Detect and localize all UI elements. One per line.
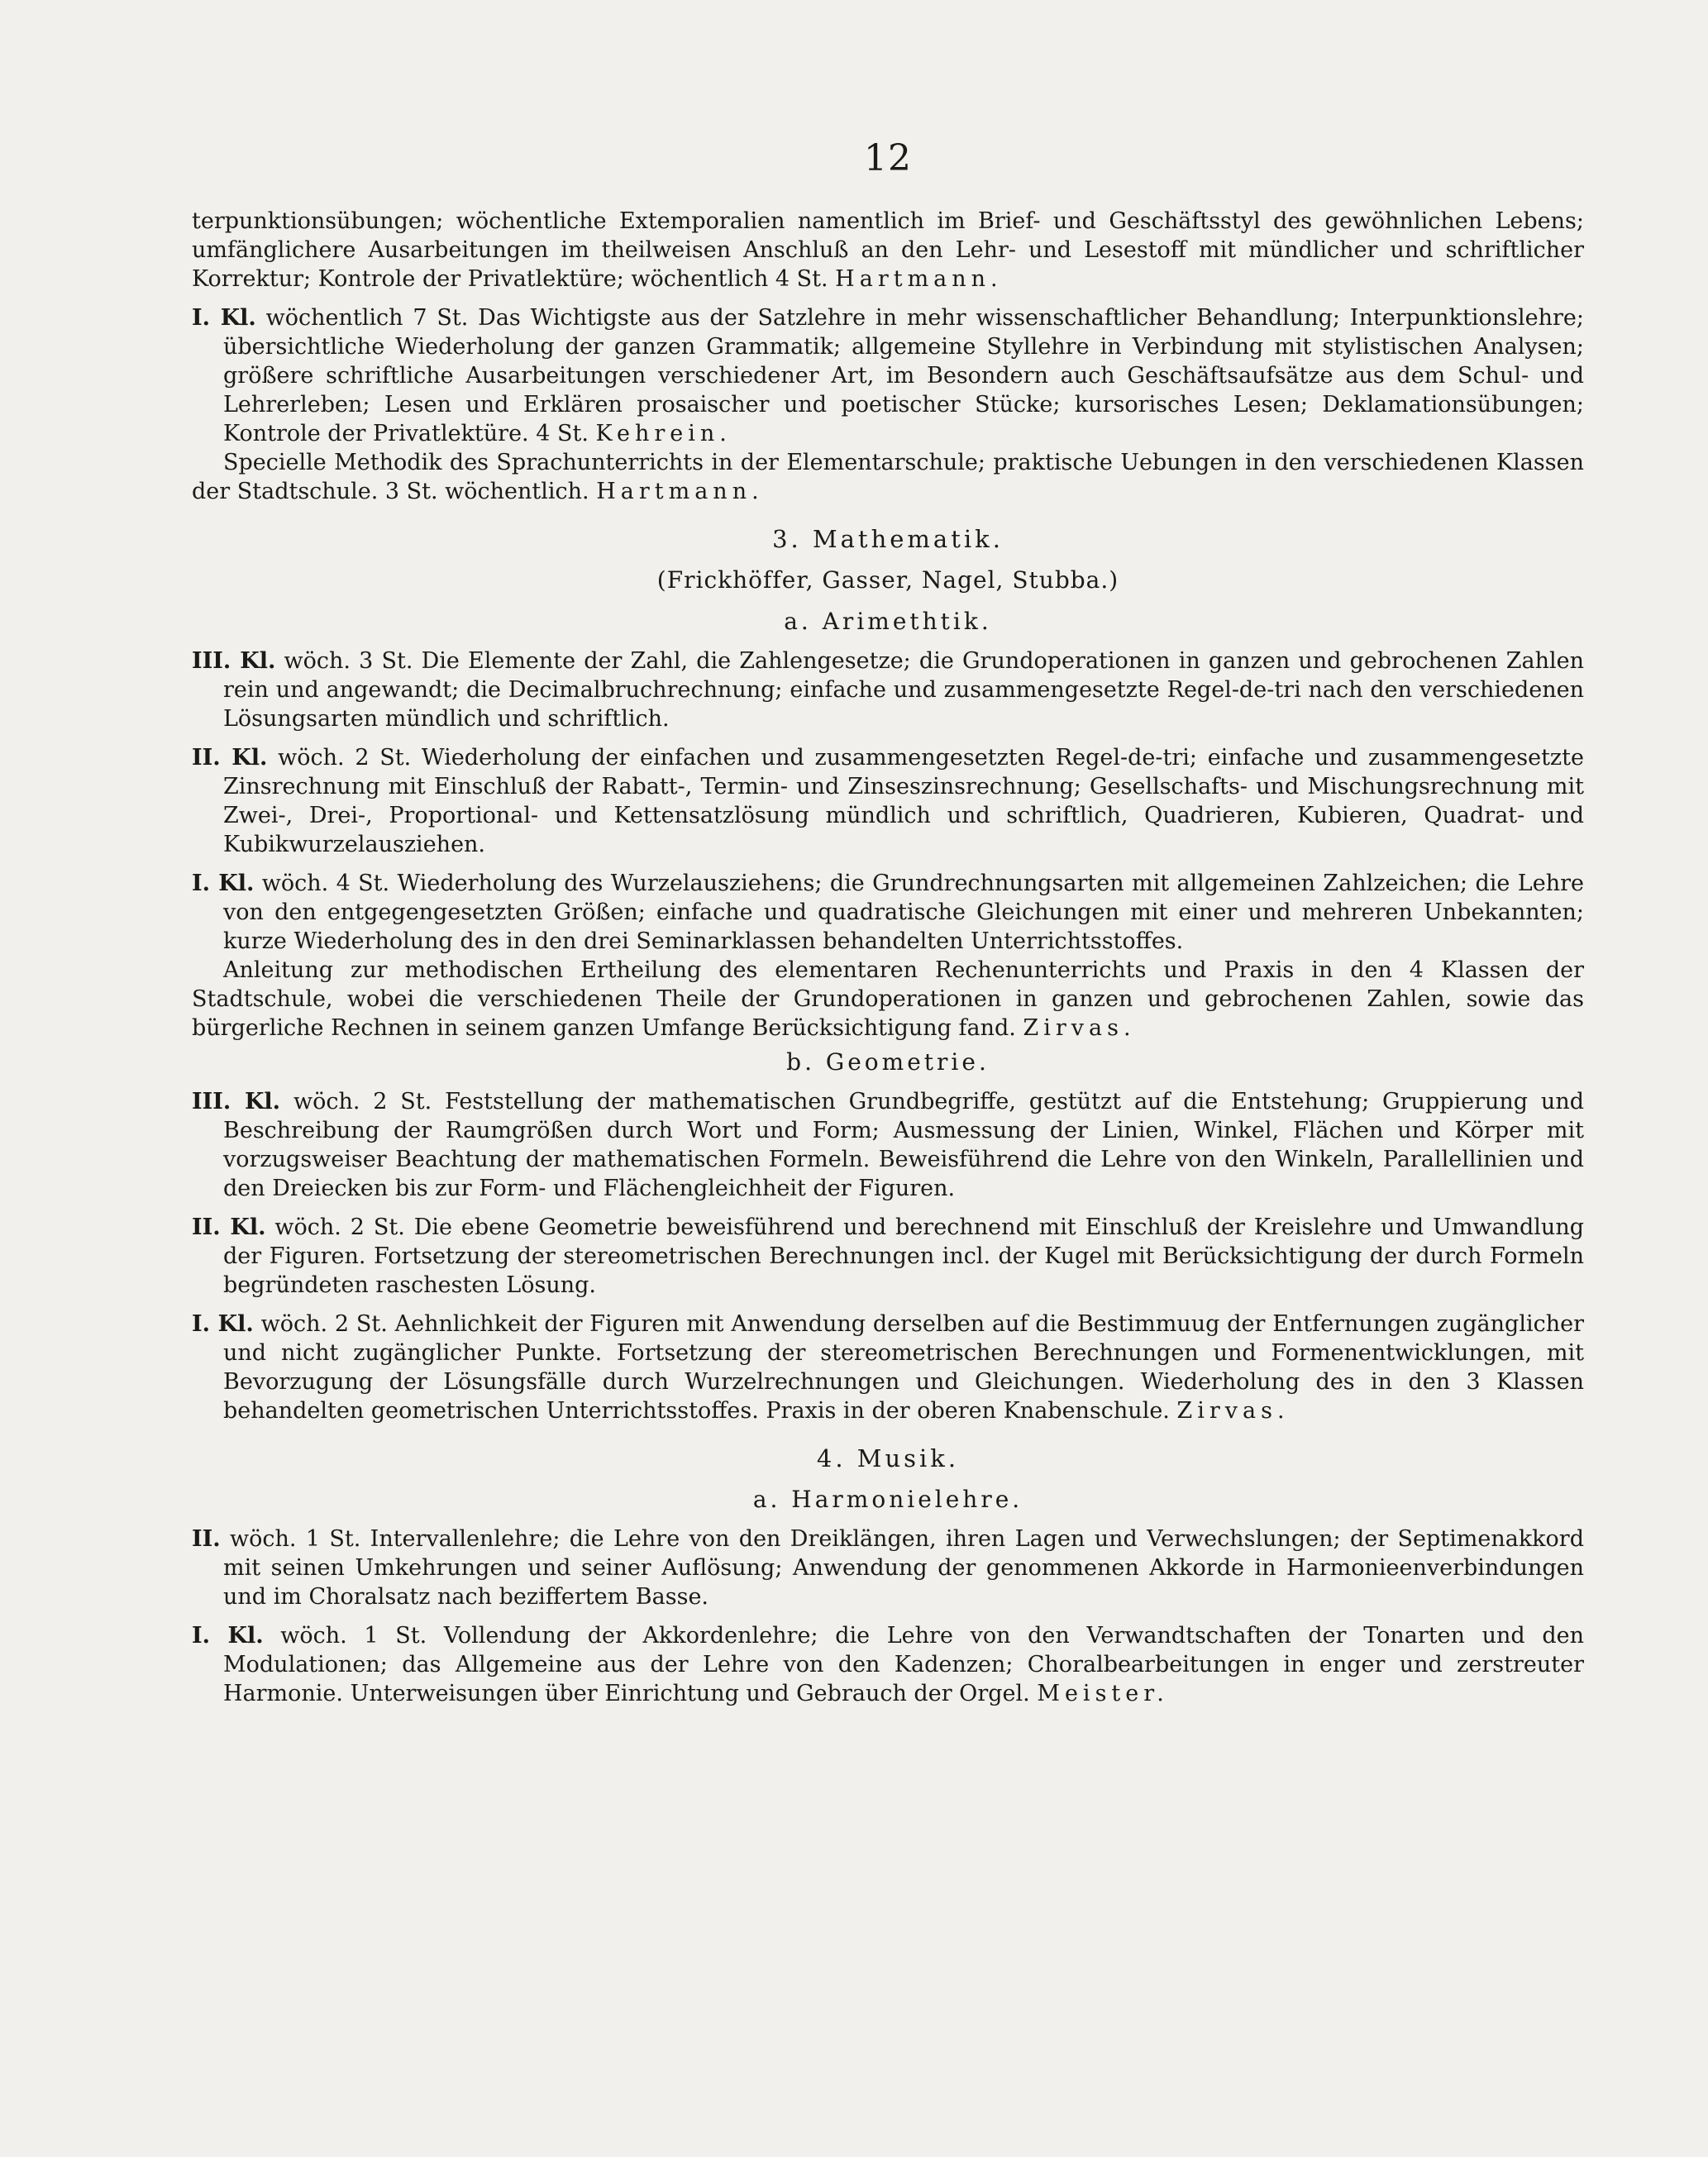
arithmetic-kl1-text: wöch. 4 St. Wiederholung des Wurzelausziehens; die Grundrechnungsarten mit allgemeinen Zahlzeichen; die Lehre von den entgegengesetzten Größen; einfache und quadratische Gleichungen mit einer und mehreren Unbekannten; kurze Wiederholung des in den drei Seminarklassen behandelten Unterrichtsstoffes. xyxy=(223,871,1584,954)
geometry-heading: b. Geometrie. xyxy=(786,1048,990,1076)
harmony-kl2-text: wöch. 1 St. Intervallenlehre; die Lehre von den Dreiklängen, ihren Lagen und Verwechslungen; der Septimenakkord mit seinen Umkehrungen und seiner Auflösung; Anwendung der genommenen Akkorde in Harmonieenverbindungen und im Choralsatz nach beziffertem Basse. xyxy=(223,1526,1584,1610)
page-number: 12 xyxy=(864,137,912,179)
geometry-kl1-teacher: Zirvas. xyxy=(1176,1398,1290,1424)
german-method-teacher: Hartmann. xyxy=(596,479,764,504)
arithmetic-kl1-paragraph xyxy=(192,869,1584,956)
arithmetic-method-paragraph xyxy=(192,956,1584,1043)
geometry-kl3-text: wöch. 2 St. Feststellung der mathematischen Grundbegriffe, gestützt auf die Entstehung; Gruppierung und Beschreibung der Raumgrößen durch Wort und Form; Ausmessung der Linien, Winkel, Flächen und Körper mit vorzugsweiser Beachtung der mathematischen Formeln. Beweisführend die Lehre von den Winkeln, Parallellinien und den Dreiecken bis zur Form- und Flächengleichheit der Figuren. xyxy=(223,1089,1584,1201)
german-method-paragraph xyxy=(192,448,1584,506)
arithmetic-kl3-paragraph xyxy=(192,647,1584,733)
arithmetic-kl2-label: II. Kl. xyxy=(192,745,268,771)
music-heading: 4. Musik. xyxy=(816,1444,960,1472)
intro-text: terpunktionsübungen; wöchentliche Extemporalien namentlich im Brief- und Geschäftsstyl des gewöhnlichen Lebens; umfänglichere Ausarbeitungen im theilweisen Anschluß an den Lehr- und Lesestoff mit mündlicher und schriftlicher Korrektur; Kontrole der Privatlektüre; wöchentlich 4 St. xyxy=(192,208,1584,292)
german-kl1-label: I. Kl. xyxy=(192,305,256,331)
harmony-kl1-teacher: Meister. xyxy=(1037,1681,1169,1706)
harmony-kl1-text: wöch. 1 St. Vollendung der Akkordenlehre; die Lehre von den Verwandtschaften der Tonarten und den Modulationen; das Allgemeine aus der Lehre von den Kadenzen; Choralbearbeitungen in enger und zerstreuter Harmonie. Unterweisungen über Einrichtung und Gebrauch der Orgel. xyxy=(223,1623,1584,1706)
geometry-kl1-label: I. Kl. xyxy=(192,1311,254,1337)
harmony-kl1-paragraph xyxy=(192,1621,1584,1708)
harmony-kl1-label: I. Kl. xyxy=(192,1623,264,1649)
geometry-kl1-text: wöch. 2 St. Aehnlichkeit der Figuren mit Anwendung derselben auf die Bestimmuug der Entfernungen zugänglicher und nicht zugänglicher Punkte. Fortsetzung der stereometrischen Berechnungen und Formenentwicklungen, mit Bevorzugung der Lösungsfälle durch Wurzelrechnungen und Gleichungen. Wiederholung des in den 3 Klassen behandelten geometrischen Unterrichtsstoffes. Praxis in der oberen Knabenschule. xyxy=(223,1311,1584,1424)
geometry-kl2-paragraph xyxy=(192,1213,1584,1300)
math-heading: 3. Mathematik. xyxy=(772,525,1004,553)
arithmetic-kl3-label: III. Kl. xyxy=(192,648,276,674)
harmony-heading: a. Harmonielehre. xyxy=(752,1486,1023,1513)
harmony-kl2-paragraph xyxy=(192,1525,1584,1611)
german-kl1-teacher: Kehrein. xyxy=(595,421,732,446)
arithmetic-kl2-text: wöch. 2 St. Wiederholung der einfachen und zusammengesetzten Regel-de-tri; einfache und zusammengesetzte Zinsrechnung mit Einschluß der Rabatt-, Termin- und Zinseszinsrechnung; Gesellschafts- und Mischungsrechnung mit Zwei-, Drei-, Proportional- und Kettensatzlösung mündlich und schriftlich, Quadrieren, Kubieren, Quadrat- und Kubikwurzelausziehen. xyxy=(223,745,1584,857)
intro-paragraph xyxy=(192,207,1584,293)
arithmetic-kl3-text: wöch. 3 St. Die Elemente der Zahl, die Zahlengesetze; die Grundoperationen in ganzen und gebrochenen Zahlen rein und angewandt; die Decimalbruchrechnung; einfache und zusammengesetzte Regel-de-tri nach den verschiedenen Lösungsarten mündlich und schriftlich. xyxy=(223,648,1584,732)
arithmetic-method-text: Anleitung zur methodischen Ertheilung des elementaren Rechenunterrichts und Praxis in den 4 Klassen der Stadtschule, wobei die verschiedenen Theile der Grundoperationen in ganzen und gebrochenen Zahlen, sowie das bürgerliche Rechnen in seinem ganzen Umfange Berücksichtigung fand. xyxy=(192,957,1584,1041)
harmony-kl2-label: II. xyxy=(192,1526,221,1552)
arithmetic-method-teacher: Zirvas. xyxy=(1023,1015,1136,1041)
geometry-kl2-label: II. Kl. xyxy=(192,1215,266,1240)
german-method-text: Specielle Methodik des Sprachunterrichts in der Elementarschule; praktische Uebungen in den verschiedenen Klassen der Stadtschule. 3 St. wöchentlich. xyxy=(192,450,1584,504)
geometry-kl1-paragraph xyxy=(192,1310,1584,1425)
arithmetic-kl2-paragraph xyxy=(192,743,1584,859)
arithmetic-kl1-label: I. Kl. xyxy=(192,871,255,896)
arithmetic-heading: a. Arimethtik. xyxy=(784,608,992,635)
geometry-kl2-text: wöch. 2 St. Die ebene Geometrie beweisführend und berechnend mit Einschluß der Kreislehre und Umwandlung der Figuren. Fortsetzung der stereometrischen Berechnungen incl. der Kugel mit Berücksichtigung der durch Formeln begründeten raschesten Lösung. xyxy=(223,1215,1584,1298)
intro-teacher: Hartmann. xyxy=(835,266,1003,292)
geometry-kl3-paragraph xyxy=(192,1087,1584,1203)
german-kl1-paragraph xyxy=(192,303,1584,448)
geometry-kl3-label: III. Kl. xyxy=(192,1089,281,1114)
math-teachers: (Frickhöffer, Gasser, Nagel, Stubba.) xyxy=(656,566,1119,594)
german-kl1-text: wöchentlich 7 St. Das Wichtigste aus der Satzlehre in mehr wissenschaftlicher Behandlung; Interpunktionslehre; übersichtliche Wiederholung der ganzen Grammatik; allgemeine Styllehre in Verbindung mit stylistischen Analysen; größere schriftliche Ausarbeitungen verschiedener Art, im Besondern auch Geschäftsaufsätze aus dem Schul- und Lehrerleben; Lesen und Erklären prosaischer und poetischer Stücke; kursorisches Lesen; Deklamationsübungen; Kontrole der Privatlektüre. 4 St. xyxy=(223,305,1584,446)
